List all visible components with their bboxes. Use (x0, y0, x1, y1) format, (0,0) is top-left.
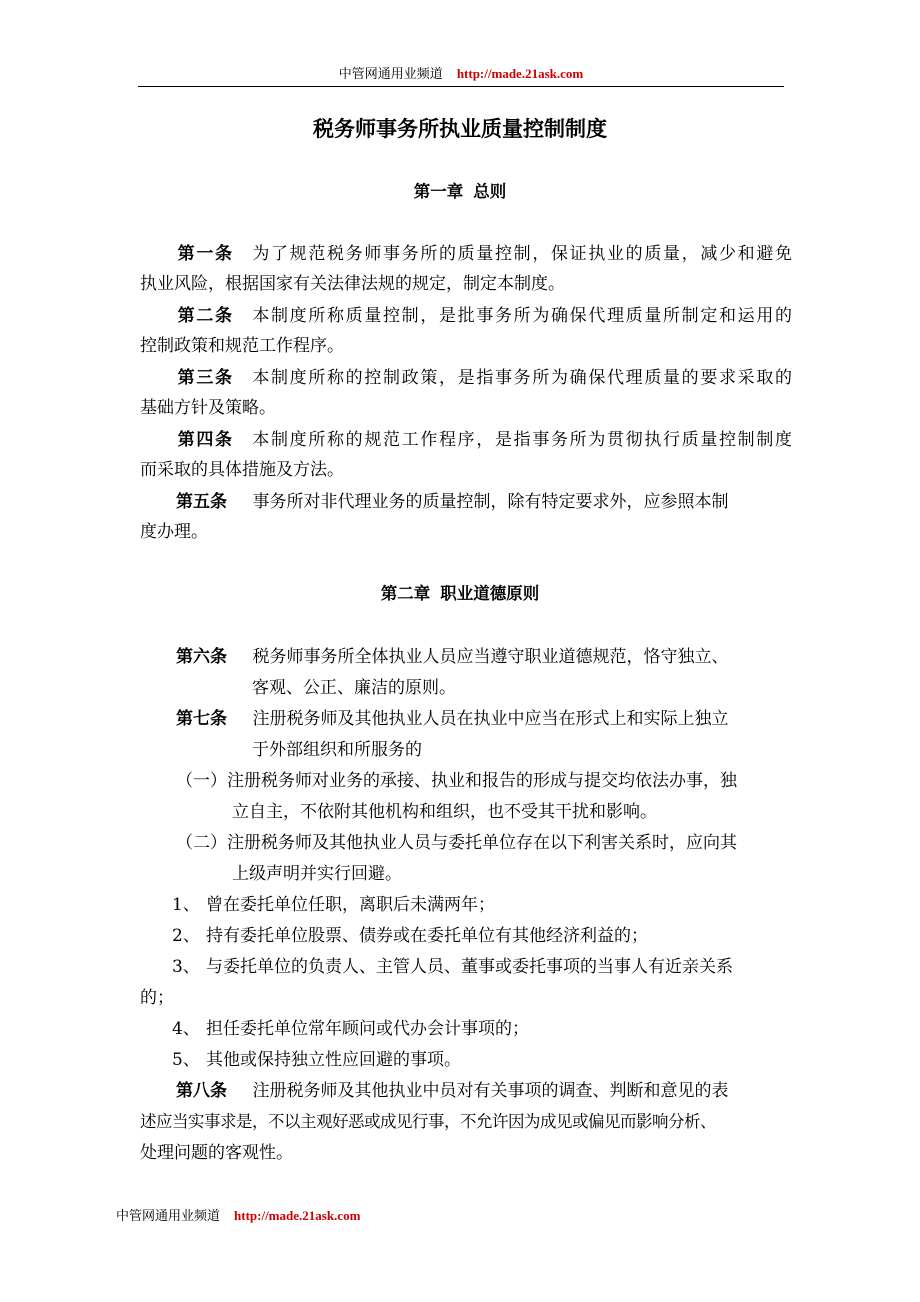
header-url-link[interactable]: http://made.21ask.com (456, 66, 584, 81)
list-item-3-continuation: 的； (140, 988, 174, 1008)
article-8-label: 第八条 (176, 1081, 227, 1101)
chapter-1-name: 总则 (473, 182, 507, 201)
article-3-label: 第三条 (176, 368, 234, 388)
list-item-1: 1、 曾在委托单位任职，离职后未满两年； (172, 895, 495, 915)
chapter-2-heading (0, 582, 920, 606)
list-item-3-number: 3、 (172, 957, 200, 977)
list-item-4: 4、 担任委托单位常年顾问或代办会计事项的； (172, 1019, 529, 1039)
article-1-line-2: 执业风险，根据国家有关法律法规的规定，制定本制度。 (140, 274, 565, 294)
list-item-2: 2、 持有委托单位股票、债券或在委托单位有其他经济利益的； (172, 926, 648, 946)
article-6-line-1: 第六条 税务师事务所全体执业人员应当遵守职业道德规范，恪守独立、 (176, 647, 729, 667)
article-5-line-2: 度办理。 (140, 522, 208, 542)
article-6-label: 第六条 (176, 647, 227, 667)
article-7-label: 第七条 (176, 709, 227, 729)
list-item-4-number: 4、 (172, 1019, 200, 1039)
header-divider (138, 86, 784, 87)
clause-2-line-1: （二）注册税务师及其他执业人员与委托单位存在以下利害关系时，应向其 (176, 833, 737, 853)
document-title: 税务师事务所执业质量控制制度 (313, 116, 607, 141)
article-2-line-2: 控制政策和规范工作程序。 (140, 336, 344, 356)
clause-1-line-2: 立自主，不依附其他机构和组织，也不受其干扰和影响。 (232, 802, 657, 822)
chapter-2-number: 第二章 (380, 584, 431, 603)
article-5-line-1: 第五条 事务所对非代理业务的质量控制，除有特定要求外，应参照本制 (176, 492, 729, 512)
article-5-label: 第五条 (176, 492, 227, 512)
article-3-line-2: 基础方针及策略。 (140, 398, 276, 418)
article-1-line-1: 第一条 为了规范税务师事务所的质量控制，保证执业的质量，减少和避免 (176, 244, 793, 264)
chapter-1-number: 第一章 (413, 182, 464, 201)
article-3-line-1: 第三条 本制度所称的控制政策，是指事务所为确保代理质量的要求采取的 (176, 368, 793, 388)
article-2-label: 第二条 (176, 306, 234, 326)
article-7-line-1: 第七条 注册税务师及其他执业人员在执业中应当在形式上和实际上独立 (176, 709, 729, 729)
chapter-1-heading (0, 180, 920, 204)
header-site-name: 中管网通用业频道 (338, 67, 443, 82)
page-header (138, 64, 784, 85)
page-footer (116, 1206, 360, 1227)
clause-1-line-1: （一）注册税务师对业务的承接、执业和报告的形成与提交均依法办事，独 (176, 771, 737, 791)
article-2-line-1: 第二条 本制度所称质量控制，是批事务所为确保代理质量所制定和运用的 (176, 306, 793, 326)
article-4-line-1: 第四条 本制度所称的规范工作程序，是指事务所为贯彻执行质量控制制度 (176, 430, 793, 450)
article-7-line-2: 于外部组织和所服务的 (252, 740, 422, 760)
list-item-1-number: 1、 (172, 895, 200, 915)
article-8-line-2: 述应当实事求是，不以主观好恶或成见行事，不允许因为成见或偏见而影响分析、 (140, 1112, 716, 1131)
clause-1-label: （一） (176, 771, 227, 791)
list-item-5-number: 5、 (172, 1050, 200, 1070)
article-4-label: 第四条 (176, 430, 234, 450)
footer-site-name: 中管网通用业频道 (116, 1209, 221, 1224)
clause-2-label: （二） (176, 833, 227, 853)
list-item-3: 3、 与委托单位的负责人、主管人员、董事或委托事项的当事人有近亲关系 (172, 957, 733, 977)
list-item-2-number: 2、 (172, 926, 200, 946)
chapter-2-name: 职业道德原则 (440, 584, 540, 603)
list-item-5: 5、 其他或保持独立性应回避的事项。 (172, 1050, 461, 1070)
article-4-line-2: 而采取的具体措施及方法。 (140, 460, 344, 480)
article-8-line-1: 第八条 注册税务师及其他执业中员对有关事项的调查、判断和意见的表 (176, 1081, 729, 1101)
footer-url-link[interactable]: http://made.21ask.com (234, 1208, 361, 1223)
clause-2-line-2: 上级声明并实行回避。 (232, 864, 402, 884)
article-6-line-2: 客观、公正、廉洁的原则。 (252, 678, 456, 698)
article-1-label: 第一条 (176, 244, 234, 264)
article-8-line-3: 处理问题的客观性。 (140, 1143, 293, 1163)
